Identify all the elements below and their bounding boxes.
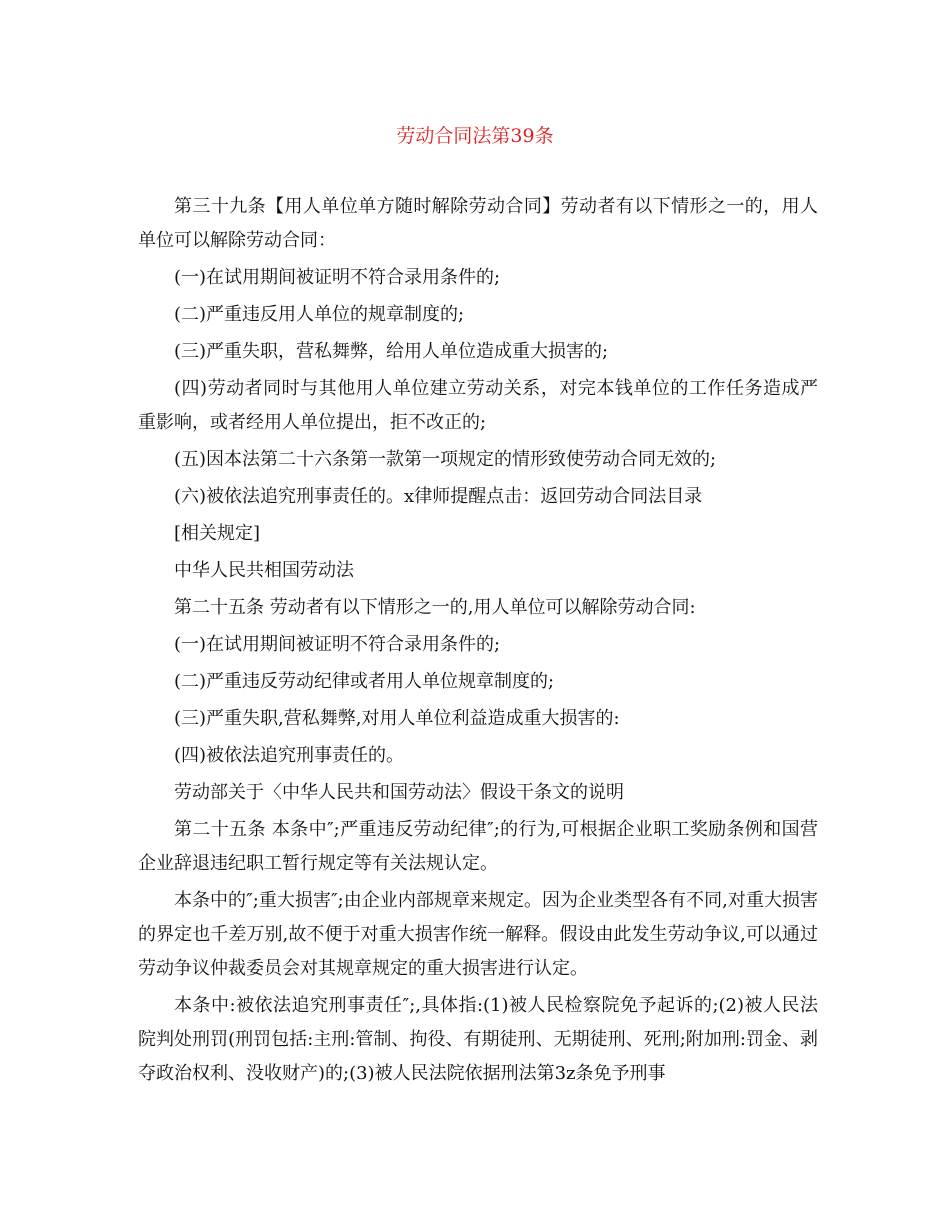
paragraph-item-5: (五)因本法第二十六条第一款第一项规定的情形致使劳动合同无效的; — [174, 449, 717, 470]
paragraph-explanation-damage: 本条中的″;重大损害″;由企业内部规章来规定。因为企业类型各有不同,对重大损害的界定也千差万别,故不便于对重大损害作统一解释。假设由此发生劳动争议,可以通过劳动争议仲裁委员会对其规章规定的重大损害进行认定。 — [138, 890, 818, 979]
document-body — [138, 190, 818, 1094]
paragraph-article-25-item-1: (一)在试用期间被证明不符合录用条件的; — [174, 634, 501, 655]
paragraph-article-25-item-2: (二)严重违反劳动纪律或者用人单位规章制度的; — [174, 671, 555, 692]
paragraph-article-25: 第二十五条 劳动者有以下情形之一的,用人单位可以解除劳动合同: — [174, 597, 696, 618]
page-title: 劳动合同法第39条 — [396, 125, 554, 147]
paragraph-labor-law-title: 中华人民共相国劳动法 — [174, 560, 354, 581]
paragraph-article-39: 第三十九条【用人单位单方随时解除劳动合同】劳动者有以下情形之一的，用人单位可以解除劳动合同： — [138, 196, 818, 251]
paragraph-item-2: (二)严重违反用人单位的规章制度的; — [174, 304, 465, 325]
paragraph-item-6: (六)被依法追究刑事责任的。x律师提醒点击：返回劳动合同法目录 — [174, 486, 703, 507]
paragraph-explanation-title: 劳动部关于〈中华人民共和国劳动法〉假设干条文的说明 — [174, 782, 624, 803]
paragraph-explanation-criminal: 本条中:被依法追究刑事责任″;,具体指:(1)被人民检察院免予起诉的;(2)被人民法院判处刑罚(刑罚包括:主刑:管制、拘役、有期徒刑、无期徒刑、死刑;附加刑:罚金、剥夺政治权利、没收财产)的;(3)被人民法院依据刑法第3z条免予刑事 — [138, 995, 818, 1084]
paragraph-article-25-item-4: (四)被依法追究刑事责任的。 — [174, 745, 405, 766]
paragraph-explanation-discipline: 第二十五条 本条中″;严重违反劳动纪律″;的行为,可根据企业职工奖励条例和国营企业辞退违纪职工暂行规定等有关法规认定。 — [138, 819, 818, 874]
paragraph-item-3: (三)严重失职，营私舞弊，给用人单位造成重大损害的; — [174, 341, 609, 362]
paragraph-article-25-item-3: (三)严重失职,营私舞弊,对用人单位利益造成重大损害的: — [174, 708, 620, 729]
paragraph-related-heading: [相关规定] — [174, 523, 261, 544]
paragraph-item-4: (四)劳动者同时与其他用人单位建立劳动关系，对完本钱单位的工作任务造成严重影响，或者经用人单位提出，拒不改正的; — [138, 378, 818, 433]
paragraph-item-1: (一)在试用期间被证明不符合录用条件的; — [174, 267, 501, 288]
